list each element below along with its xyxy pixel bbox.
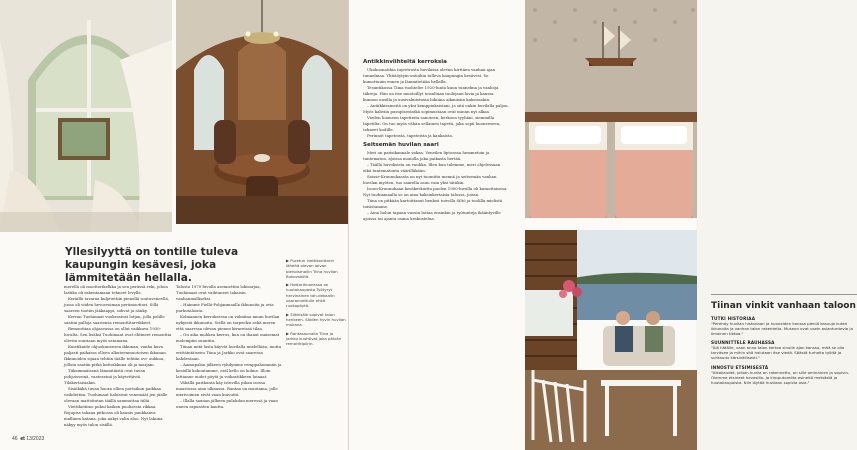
paragraph: Sisäikäkä tuvan huora ollien portaikon paikkaa vaihdettiin. Tuohimaat halusivat venemäät jen jäälle olevaan mattoitutan täällä sammuttaa tiiliä. (64, 386, 168, 403)
paragraph: merellä oli moottorikelkka ja sen perässä reki, johon lastiko oli rakentamaan tehneet levylle. (64, 284, 168, 295)
paragraph: – Illalla saunan jälkeen pulahdan meressä ja vaan uneen rapuasten kautta. (176, 398, 278, 409)
photo-lakeside-terrace (525, 230, 697, 450)
page-number: 46 (12, 436, 18, 442)
paragraph: Kuistikaide ohjuokuneesen ikkunan, vanha kuva paljasti paikassa olleen alkuteenmuotoisen ikkunan. Ikkunoiden sijaan tehtiin täälle tehtiin ovi- aukkoa, jolloin saatiin pitkä kattoikkuna oli ja marjain. (64, 344, 167, 367)
tip-heading: SUUNNITTELE RAUHASSA (711, 340, 775, 346)
tip-heading: TUTKI HISTORIAA (711, 316, 756, 321)
photo-captions (286, 258, 346, 349)
issue-number: 13/2023 (26, 436, 45, 442)
caption: ▶ Hottarihuonessa on huutokaupasta Työtyryt hervinainen tah-dekaalin vaarannettulle ehkä ruokapöytä. (286, 282, 335, 309)
section-heading: Seitsemän huvilan saari (363, 142, 439, 148)
paragraph: – Aamupalan jälkeen ryhdymme remppahommiin ja kesäillä kokoutamme, eräl kello on kolme. Illoin lattianne uudet pöytä ja voikastikkeen lainaat. (176, 362, 282, 379)
paragraph: Ukokoonatihia tuyretrosta huvilassa olevan hirttäen vanhan ajan tunnelmaa. Yhtiäöytyin-ontoihin tulleva kaupungin kesävesi. Se kumottuuin ennen ja lämmitetään hellalla. (363, 67, 496, 84)
paragraph: Tiinan mitä lasta käyvät huvilalla mielellään, mutta erittäintäiseen Tiina ja Jarkko ovat saaressa kahdestaan. (176, 344, 282, 361)
paragraph: Isoon-Kruunuhaan kesäkeskuitta puolen 1900-luvulla oli kumottaisena. Nyt tuohiamaalla se on aina kaksinkertaisia talossa, joissa. (363, 186, 508, 197)
tip-heading: INNOSTU ETSIMISESTÄ (711, 364, 769, 370)
paragraph: Tiiksimmäisenä lämmitäistä ovat tuvan pohjoisseinä, vaateseinä ja käytettäviä. Tilakertaisiakin. (64, 368, 146, 385)
paragraph: Perinnöt tapeteista, tapeteista ja kankaista. (367, 133, 454, 138)
paragraph: Vieden huoneen tapetteita sanoteen, kerkoon tyyliäni, siemmilla tapetilta. On tuo myös vähän sellainen tapetti, joka sopii huoneeseen, tehneet kodille. (363, 115, 501, 132)
paragraph: Talosta 1970-luvulla asennettiin lokisarjaa, Tuohimaat ovat vaihtaneet takaisin vanhanmalliseksi. (176, 284, 261, 301)
folio (12, 436, 44, 442)
paragraph: Tiina on pitkään kartoittanut henkeä toivolla Siltö ja tuolilla mielistä toisistamme. (363, 198, 503, 209)
caption: ▶ Silkkisäik sopivat talon henkeen. Säiden hyvin huvilan mukana. (286, 311, 346, 328)
body-column-1 (64, 284, 172, 428)
paragraph: Tesuntikossa Tiina tuohtelee 1920-lunta kuun tunnelma ja vanhoja tähreja. Hän on itse muotoillyt toisaltaan tuolejaan lavia ja kanssa kunnon uusilla ja uusivalmistusta lukuina aikauisiin kaksissakin. (363, 85, 499, 102)
paragraph: Seisse-Kruunuhaasta on nyt tuomittu mennä ja seitsemän vanhan huvilan myöten, tuo saarella asuu vain yksi tätäkin. (363, 174, 497, 185)
paragraph: – Antiikkiesineitä on yksi kemppiuksistani, ja sitä onkin huvilalla paljon. Myös kahviin pusupisestatkä sopimustaan ovat minun nyt alkaa. (363, 103, 509, 114)
right-article-column (363, 58, 509, 222)
page-headline: Yllesilyyttä on tontille tuleva kaupungin kesävesi, joka lämmitetään hellalla. (65, 246, 239, 284)
photo-bedroom-beds (525, 0, 697, 218)
paragraph: Kolmannen kerroksessa on valmiina muun huvilan nykyistä ikkunoita. Siellä on tarpeeksi sekä meren että saaressa olevan pienen kivareissä tilaa. (176, 314, 280, 331)
photo-dining-room (176, 0, 348, 224)
paragraph: Vähällä parikunta käy istuvilla pihan isossa maastossa aina ulkaassa. Rantaa on muutama, jolle merivoimen eivät vaan kuivuttä. (176, 380, 278, 397)
tip-text: "Älä hätäile, vaan anna talon kertoa sinulle ajan kanssa, mitä se olla tarvitsee ja mihin sitä halutaan itse viedä. Säästä turhalta työltä ja suhtaudu kärsivällisesti." (711, 345, 845, 361)
tips-title: Tiinan vinkit vanhaan taloon (711, 294, 857, 312)
paragraph: Meri on paitsikannale vakaa. Veneilen liptonssa hemmetoin ja tuntematon, ajoissa monolla joka paikasta hertää. (363, 150, 490, 161)
section-heading: Antikkinviihteitä kerroksia (363, 59, 447, 65)
caption: ▶ Rantasaunalla Tiina ja Jarkko kuuhtivat joka päivän remonttipiirin. (286, 330, 342, 347)
tip-text: "Perehdy huvilan historiaan ja huoneiden kanssa pieniä kasvuja kuten ikkunoita ja vanhan talon rakenteita. Museon ovat usein asiantuntevia ja ilmainen tietoa." (711, 321, 853, 337)
paragraph: Viettikotiimo puhui kaiken puolisesta rikkaa. Rojupiss takana pitkossa oli kaunis paukkaava mallinen katana, joka nakyi valin aloo. Nyt lakuna näkyy myös talon sisällä. (64, 404, 163, 427)
tips-box (711, 294, 857, 385)
paragraph: – Täällä huvoksista on vauhka. Illen kun tulemme, meri ohjelessaan eikä tuntematonta väärilläkään. (363, 162, 501, 173)
paragraph: Keräillä tavaraa kuljetettiin pienellä soutuveneellä, jossa oli viiden hevosvoiman perämoottori. Sillä saareen tuotiin jääkaappi, sohvat ja sänky. (64, 296, 170, 313)
paragraph: Kerran Tuohimaat vuokrasivat lotjan, jolla pelille saatiin palloja saariensa remonttitarvikkeet. (64, 314, 165, 325)
right-page (348, 0, 856, 450)
tip-text: "Aikakaudet, jolloin huvila on rakennettu, on sille ominainen ja sopivin. Olemme etsineet hevosilla- ja kirpputoreilta esineitä metsästä ja huutokaupoista. Niin löytää huvilaan sopivia osia." (711, 369, 850, 385)
magazine-logo: et (20, 436, 25, 442)
paragraph: – Aina halun tapaan vuosin lattaa ensinkin ja työtunteja ikääntyville ajoissa tai ajanta osana keskustelua. (363, 210, 501, 221)
left-page (0, 0, 348, 450)
caption: ▶ Puretun viettikonttorin läheltä olevan laivan pienoismallin Tiina huvilan Bukovskiltä. (286, 258, 338, 279)
paragraph: – Haimme Fiellä-Pohjanmaalla ikkunoita ja ovia purkutaloista. (176, 302, 274, 313)
paragraph: Remonttiaa ohjaavassa on ollut vaikkuva 1930-luvulta. Sen lisäksi Tuohimaat ovat ehtineet remonttia oleviin suuriaan myös satamana. (64, 326, 172, 343)
paragraph: – On aika muhkea kerros, kun on ihanat maisemat molempiin suuntiin. (176, 332, 280, 343)
body-column-2 (176, 284, 282, 410)
photo-window-curtains (0, 0, 172, 232)
